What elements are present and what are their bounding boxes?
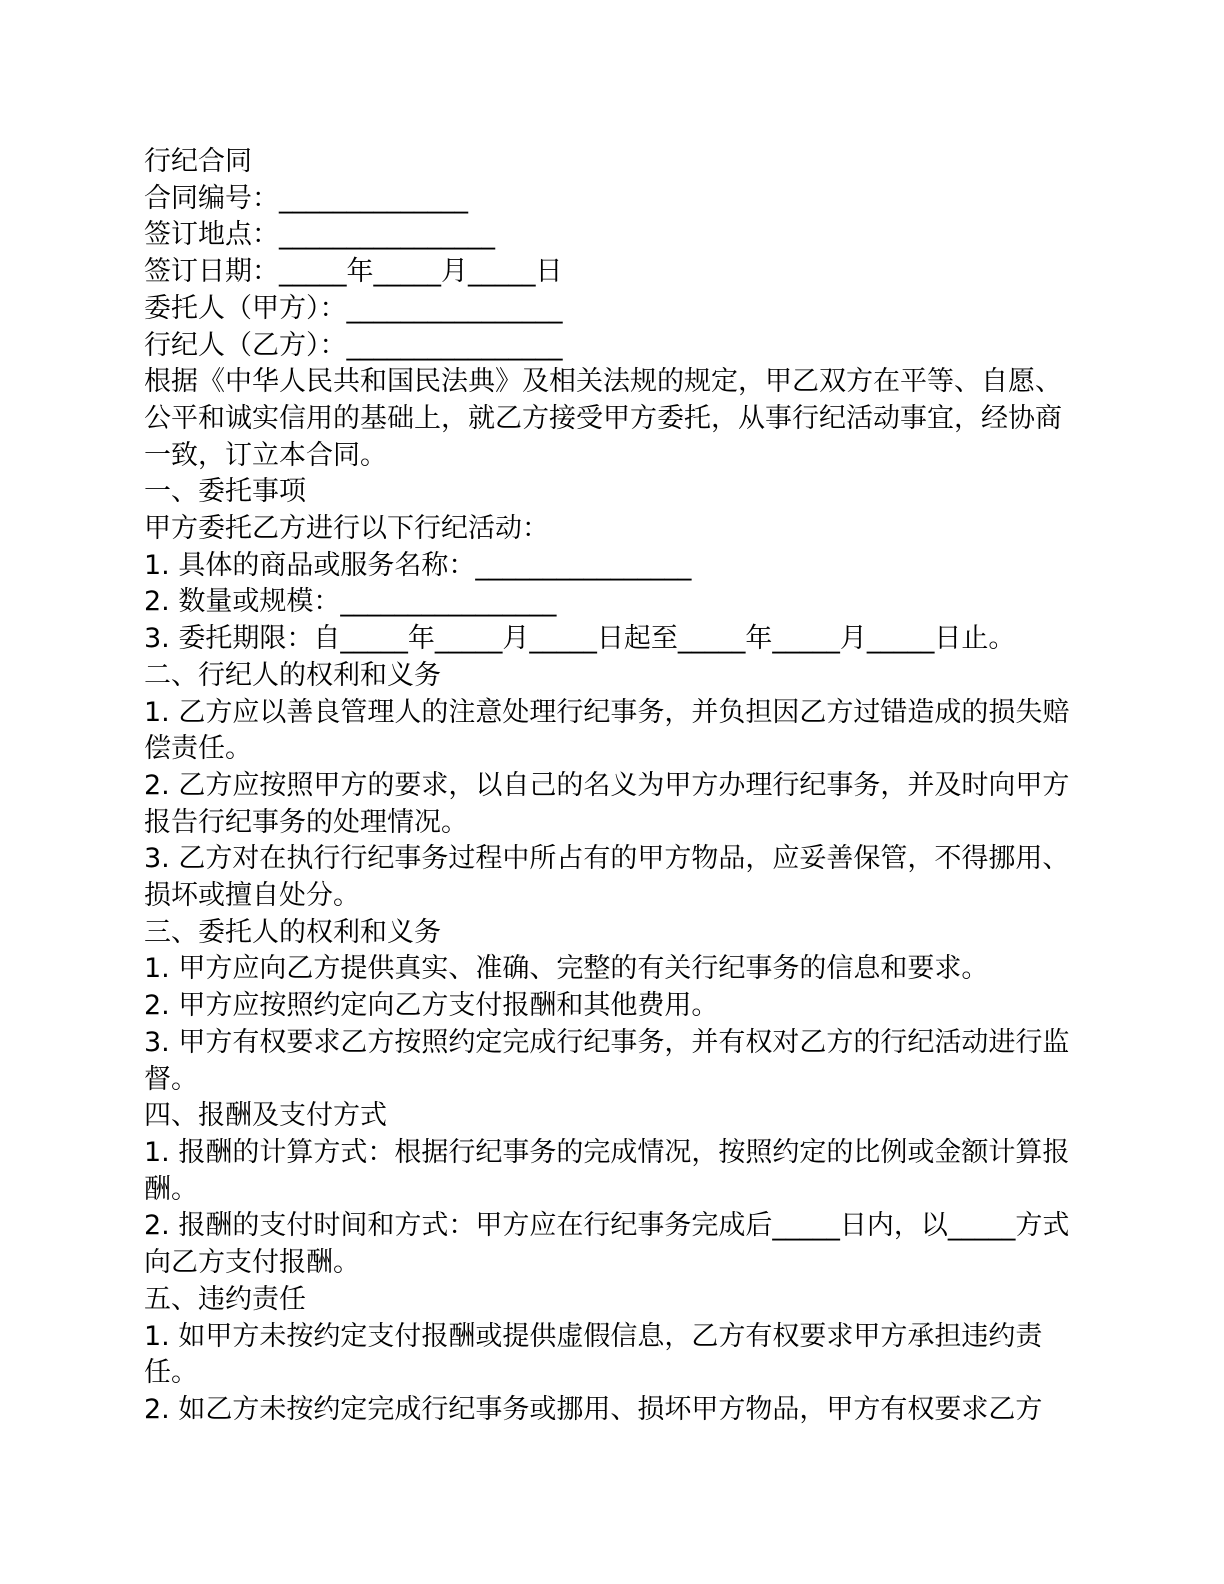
document-line: 甲方委托乙方进行以下行纪活动：: [144, 513, 549, 545]
document-line: 1. 具体的商品或服务名称：________________: [144, 549, 692, 581]
document-line: 3. 委托期限：自_____年_____月_____日起至_____年_____月_____日止。: [144, 623, 1016, 655]
document-line: 签订日期：_____年_____月_____日: [144, 256, 563, 288]
document-title: 行纪合同: [144, 146, 252, 177]
document-line: 2. 乙方应按照甲方的要求，以自己的名义为甲方办理行纪事务，并及时向甲方报告行纪事务的处理情况。: [144, 769, 1070, 838]
document-line: 行纪人（乙方）：________________: [144, 329, 563, 361]
document-line: 五、违约责任: [144, 1283, 306, 1315]
document-line: 合同编号：______________: [144, 182, 468, 214]
document-line: 二、行纪人的权利和义务: [144, 659, 441, 691]
document-line: 1. 如甲方未按约定支付报酬或提供虚假信息，乙方有权要求甲方承担违约责任。: [144, 1320, 1043, 1389]
document-line: 1. 甲方应向乙方提供真实、准确、完整的有关行纪事务的信息和要求。: [144, 953, 989, 985]
document-line: 1. 乙方应以善良管理人的注意处理行纪事务，并负担因乙方过错造成的损失赔偿责任。: [144, 696, 1070, 765]
document-line: 一、委托事项: [144, 476, 306, 508]
document-line: 1. 报酬的计算方式：根据行纪事务的完成情况，按照约定的比例或金额计算报酬。: [144, 1136, 1070, 1205]
document-body: [144, 181, 1080, 1429]
document-line: 3. 乙方对在执行行纪事务过程中所占有的甲方物品，应妥善保管，不得挪用、损坏或擅自处分。: [144, 843, 1070, 912]
document-line: 四、报酬及支付方式: [144, 1100, 387, 1132]
document-line: 2. 甲方应按照约定向乙方支付报酬和其他费用。: [144, 990, 719, 1022]
document-page: [144, 144, 1080, 1429]
document-line: 2. 报酬的支付时间和方式：甲方应在行纪事务完成后_____日内，以_____方式向乙方支付报酬。: [144, 1210, 1070, 1279]
document-line: 三、委托人的权利和义务: [144, 916, 441, 948]
document-line: 2. 如乙方未按约定完成行纪事务或挪用、损坏甲方物品，甲方有权要求乙方: [144, 1393, 1043, 1425]
document-line: 3. 甲方有权要求乙方按照约定完成行纪事务，并有权对乙方的行纪活动进行监督。: [144, 1026, 1070, 1095]
document-line: 委托人（甲方）：________________: [144, 292, 563, 324]
document-line: 2. 数量或规模：________________: [144, 586, 557, 618]
document-line: 根据《中华人民共和国民法典》及相关法规的规定，甲乙双方在平等、自愿、公平和诚实信用的基础上，就乙方接受甲方委托，从事行纪活动事宜，经协商一致，订立本合同。: [144, 366, 1062, 471]
document-line: 签订地点：________________: [144, 219, 495, 251]
